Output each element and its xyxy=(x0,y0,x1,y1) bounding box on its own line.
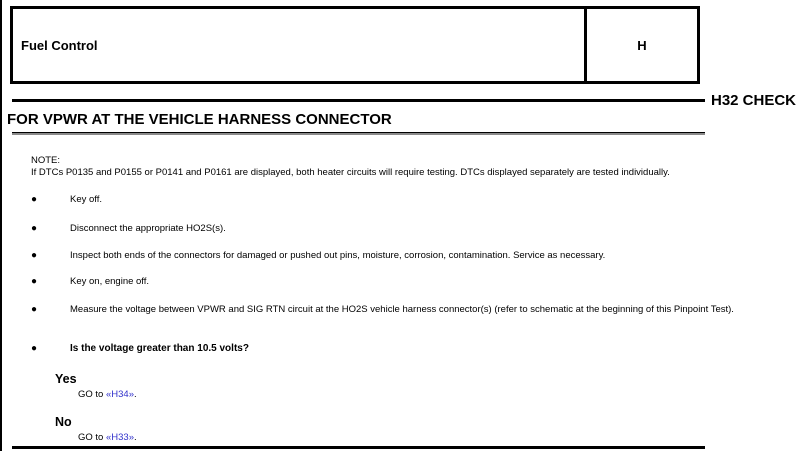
goto-prefix: GO to xyxy=(78,432,106,443)
bullet-icon: ● xyxy=(31,343,38,354)
step-label: H32 CHECK xyxy=(711,92,797,109)
goto-suffix: . xyxy=(133,389,137,400)
list-item-text: Disconnect the appropriate HO2S(s). xyxy=(70,223,226,234)
goto-link-h33[interactable]: «H33» xyxy=(105,432,134,443)
list-item xyxy=(31,276,791,288)
note-text: If DTCs P0135 and P0155 or P0141 and P0161 are displayed, both heater circuits will require testing. DTCs displayed separately are tested individually. xyxy=(31,167,670,178)
step-divider-top xyxy=(12,99,705,102)
goto-suffix: . xyxy=(133,432,137,443)
answer-no-goto xyxy=(78,432,137,443)
note-block xyxy=(31,155,791,179)
section-code: H xyxy=(584,9,697,81)
list-item xyxy=(31,304,791,316)
list-item xyxy=(31,223,791,235)
answer-yes-label: Yes xyxy=(55,372,77,386)
list-item-text: Measure the voltage between VPWR and SIG RTN circuit at the HO2S vehicle harness connector(s) (refer to schematic at the beginning of this Pinpoint Test). xyxy=(70,304,734,315)
bullet-icon: ● xyxy=(31,250,38,261)
list-item-question xyxy=(31,343,791,355)
list-item-text: Key off. xyxy=(70,194,103,205)
note-label: NOTE: xyxy=(31,155,61,166)
goto-prefix: GO to xyxy=(78,389,106,400)
goto-link-h34[interactable]: «H34» xyxy=(105,389,134,400)
answer-yes-goto xyxy=(78,389,137,400)
step-divider-bottom xyxy=(12,132,705,135)
list-item xyxy=(31,250,791,262)
answer-no-label: No xyxy=(55,415,72,429)
question-text: Is the voltage greater than 10.5 volts? xyxy=(70,343,249,354)
step-title: FOR VPWR AT THE VEHICLE HARNESS CONNECTOR xyxy=(7,111,392,128)
bullet-icon: ● xyxy=(31,194,38,205)
step-divider-end xyxy=(12,446,705,449)
section-header xyxy=(10,6,700,84)
list-item-text: Key on, engine off. xyxy=(70,276,150,287)
left-border-rule xyxy=(0,0,2,451)
section-title: Fuel Control xyxy=(21,37,98,53)
list-item xyxy=(31,194,791,206)
bullet-icon: ● xyxy=(31,276,38,287)
bullet-icon: ● xyxy=(31,304,38,315)
bullet-icon: ● xyxy=(31,223,38,234)
list-item-text: Inspect both ends of the connectors for damaged or pushed out pins, moisture, corrosion, contamination. Service as necessary. xyxy=(70,250,606,261)
